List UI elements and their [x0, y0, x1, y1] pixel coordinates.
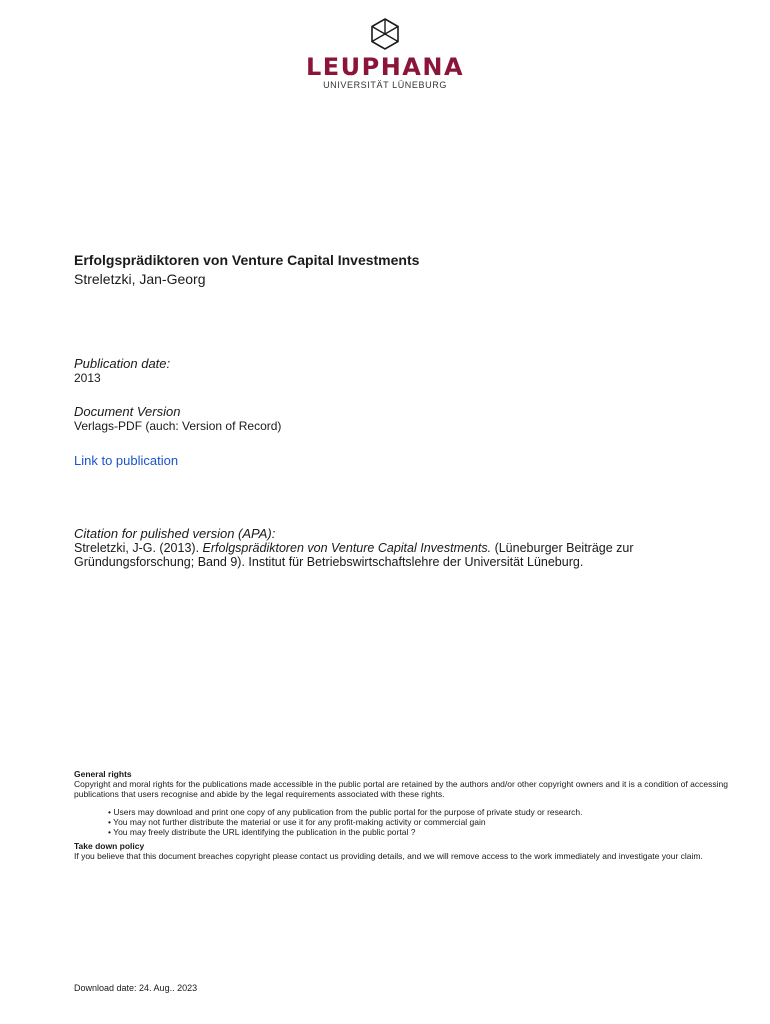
rights-section: [74, 769, 734, 861]
document-version-section: [74, 404, 281, 434]
publication-title: Erfolgsprädiktoren von Venture Capital Investments: [74, 252, 420, 268]
citation-title: Erfolgsprädiktoren von Venture Capital Investments.: [202, 541, 492, 555]
document-version-value: Verlags-PDF (auch: Version of Record): [74, 419, 282, 433]
publication-author: Streletzki, Jan-Georg: [74, 271, 206, 287]
citation-label: Citation for pulished version (APA):: [74, 526, 276, 541]
logo-subtitle: UNIVERSITÄT LÜNEBURG: [323, 80, 447, 90]
takedown-heading: Take down policy: [74, 841, 145, 851]
citation-section: [74, 526, 694, 569]
citation-prefix: Streletzki, J-G. (2013).: [74, 541, 203, 555]
citation-text: [74, 541, 694, 569]
rights-bullet: • You may freely distribute the URL identifying the publication in the public portal ?: [108, 827, 416, 837]
document-version-label: Document Version: [74, 404, 181, 419]
publication-date-section: [74, 356, 170, 386]
publication-date-label: Publication date:: [74, 356, 171, 371]
university-logo: [0, 18, 770, 91]
general-rights-text: Copyright and moral rights for the publications made accessible in the public portal are retained by the authors and/or other copyright owners and it is a condition of accessing publications that users recognise and abide by the legal requirements associated with these rights.: [74, 779, 728, 799]
rights-bullet: • You may not further distribute the material or use it for any profit-making activity or commercial gain: [108, 817, 486, 827]
publication-date-value: 2013: [74, 371, 101, 385]
link-to-publication[interactable]: Link to publication: [74, 453, 179, 468]
rights-bullet-list: [74, 807, 734, 837]
rights-bullet: • Users may download and print one copy of any publication from the public portal for the purpose of private study or research.: [108, 807, 583, 817]
logo-wordmark: LEUPHANA: [305, 53, 465, 81]
download-date: Download date: 24. Aug.. 2023: [74, 983, 198, 993]
general-rights-heading: General rights: [74, 769, 132, 779]
citation-suffix: (Lüneburger Beiträge zur Gründungsforschung; Band 9). Institut für Betriebswirtschaftslehre der Universität Lüneburg.: [74, 541, 634, 569]
hexagon-cube-icon: [371, 18, 399, 50]
takedown-text: If you believe that this document breaches copyright please contact us providing details, and we will remove access to the work immediately and investigate your claim.: [74, 851, 703, 861]
